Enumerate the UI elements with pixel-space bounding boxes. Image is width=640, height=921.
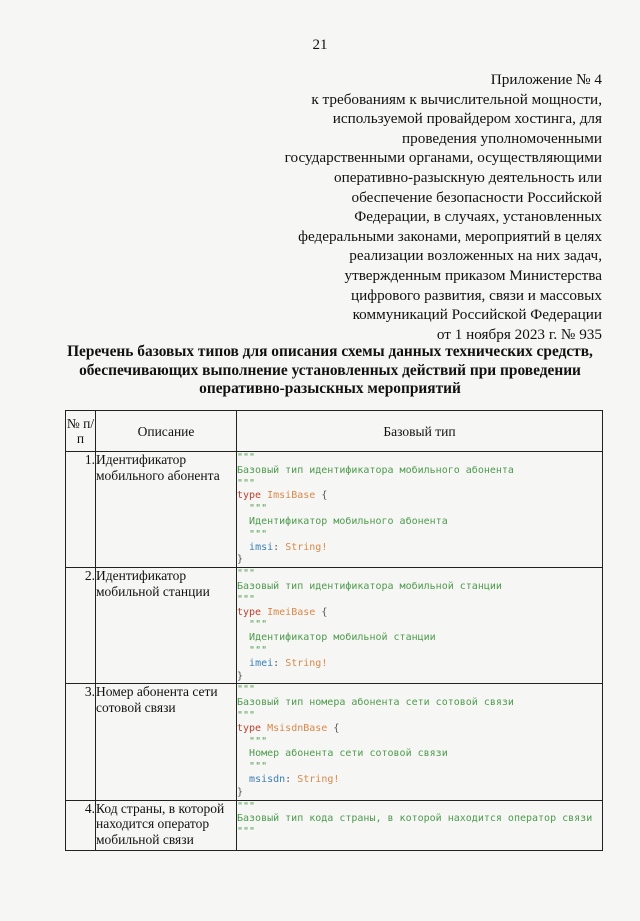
- code-brace: {: [321, 606, 328, 618]
- header-number: № п/п: [66, 411, 96, 452]
- row-description: Идентификатор мобильной станции: [96, 568, 237, 684]
- code-brace: {: [333, 722, 340, 734]
- code-field-doc: Номер абонента сети сотовой связи: [249, 748, 448, 760]
- code-colon: :: [273, 541, 280, 553]
- row-number: 1.: [66, 452, 96, 568]
- code-type-name: ImsiBase: [267, 490, 316, 502]
- code-block: [237, 684, 603, 800]
- code-line: [237, 554, 602, 567]
- code-quote: """: [249, 619, 268, 631]
- title-line: обеспечивающих выполнение установленных действий при проведении: [79, 361, 581, 379]
- code-brace: }: [237, 554, 244, 566]
- row-description: Номер абонента сети сотовой связи: [96, 684, 237, 800]
- code-line: """: [237, 568, 256, 580]
- code-type-name: MsisdnBase: [267, 722, 328, 734]
- code-line: [237, 490, 602, 503]
- appendix-header: [262, 70, 602, 344]
- code-quote: """: [249, 503, 268, 515]
- code-line: [237, 632, 602, 645]
- code-quote: """: [249, 735, 268, 747]
- code-line: [237, 736, 602, 749]
- row-number: 3.: [66, 684, 96, 800]
- code-line: [237, 607, 602, 620]
- code-quote: """: [249, 761, 268, 773]
- appendix-line: государственными органами, осуществляющими: [284, 149, 602, 167]
- appendix-line: цифрового развития, связи и массовых: [350, 286, 602, 304]
- code-line: Базовый тип номера абонента сети сотовой связи: [237, 697, 514, 709]
- appendix-line: Федерации, в случаях, установленных: [354, 208, 602, 226]
- appendix-line: проведения уполномоченными: [402, 129, 602, 147]
- code-line: [237, 723, 602, 736]
- code-quote: """: [249, 528, 268, 540]
- code-field-name: imsi: [249, 541, 274, 553]
- title-line: оперативно-разыскных мероприятий: [199, 380, 461, 397]
- code-block: [237, 568, 603, 684]
- code-block: [237, 800, 603, 851]
- code-brace: }: [237, 786, 244, 798]
- code-line: """: [237, 452, 256, 463]
- code-line: [237, 748, 602, 761]
- code-line: [237, 787, 602, 800]
- code-line: [237, 774, 602, 787]
- header-description: Описание: [96, 411, 237, 452]
- row-number: 4.: [66, 800, 96, 851]
- code-line: Базовый тип идентификатора мобильного абонента: [237, 464, 514, 476]
- code-field-type: String!: [297, 773, 340, 785]
- code-line: """: [237, 593, 256, 605]
- code-field-type: String!: [285, 541, 328, 553]
- base-types-table: [65, 410, 603, 851]
- code-line: Базовый тип идентификатора мобильной станции: [237, 580, 502, 592]
- code-keyword: type: [237, 490, 262, 502]
- header-base-type: Базовый тип: [237, 411, 603, 452]
- code-brace: {: [321, 490, 328, 502]
- code-line: """: [237, 709, 256, 721]
- code-line: [237, 671, 602, 684]
- appendix-line: используемой провайдером хостинга, для: [332, 110, 602, 128]
- code-keyword: type: [237, 606, 262, 618]
- document-title: [40, 343, 620, 399]
- title-line: Перечень базовых типов для описания схемы данных технических средств,: [67, 343, 593, 360]
- code-brace: }: [237, 670, 244, 682]
- code-line: [237, 516, 602, 529]
- code-line: Базовый тип кода страны, в которой находится оператор связи: [237, 813, 593, 825]
- table-row: [66, 452, 603, 568]
- code-colon: :: [273, 657, 280, 669]
- code-line: """: [237, 800, 256, 812]
- code-line: [237, 542, 602, 555]
- appendix-line: утвержденным приказом Министерства: [344, 266, 602, 284]
- code-line: [237, 645, 602, 658]
- appendix-line: Приложение № 4: [490, 71, 602, 88]
- code-quote: """: [249, 644, 268, 656]
- appendix-line: федеральными законами, мероприятий в целях: [298, 227, 602, 245]
- table-row: [66, 568, 603, 684]
- code-type-name: ImeiBase: [267, 606, 316, 618]
- code-line: [237, 503, 602, 516]
- code-colon: :: [285, 773, 292, 785]
- code-field-name: imei: [249, 657, 274, 669]
- table-header-row: [66, 411, 603, 452]
- code-field-type: String!: [285, 657, 328, 669]
- code-line: [237, 658, 602, 671]
- appendix-line: к требованиям к вычислительной мощности,: [311, 90, 602, 108]
- code-keyword: type: [237, 722, 262, 734]
- code-field-doc: Идентификатор мобильной станции: [249, 632, 436, 644]
- appendix-line: от 1 ноября 2023 г. № 935: [436, 325, 602, 343]
- appendix-line: обеспечение безопасности Российской: [351, 188, 602, 206]
- code-line: """: [237, 684, 256, 696]
- code-line: """: [237, 826, 256, 838]
- row-number: 2.: [66, 568, 96, 684]
- code-field-name: msisdn: [249, 773, 286, 785]
- page-number: 21: [312, 37, 328, 53]
- appendix-line: реализации возложенных на них задач,: [349, 247, 602, 265]
- table-row: [66, 800, 603, 851]
- appendix-line: оперативно-разыскную деятельность или: [333, 168, 602, 186]
- appendix-line: коммуникаций Российской Федерации: [352, 306, 602, 324]
- code-line: [237, 761, 602, 774]
- row-description: Код страны, в которой находится оператор мобильной связи: [96, 800, 237, 851]
- code-field-doc: Идентификатор мобильного абонента: [249, 515, 448, 527]
- code-line: [237, 529, 602, 542]
- table-row: [66, 684, 603, 800]
- row-description: Идентификатор мобильного абонента: [96, 452, 237, 568]
- code-line: [237, 619, 602, 632]
- code-line: """: [237, 477, 256, 489]
- code-block: [237, 452, 603, 568]
